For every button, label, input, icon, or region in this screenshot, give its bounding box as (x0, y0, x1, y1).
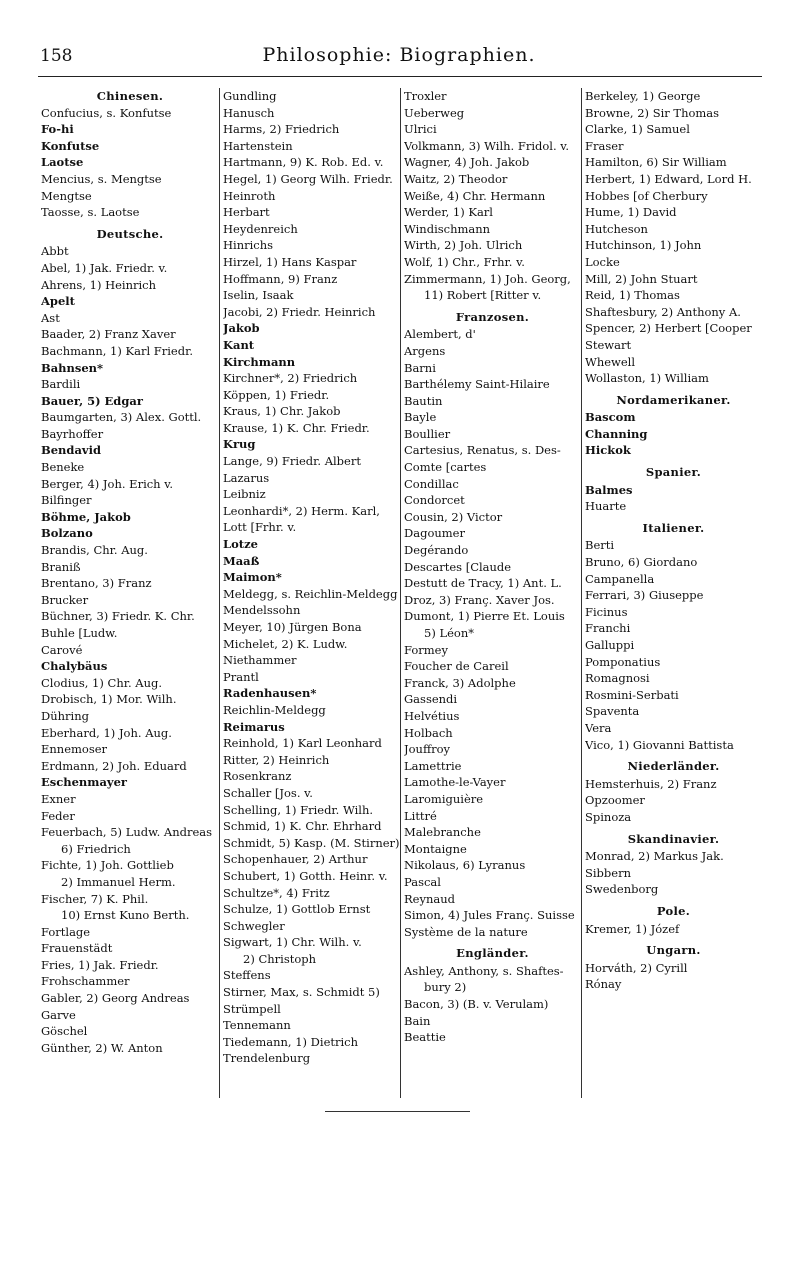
index-entry: Berkeley, 1) George (585, 89, 701, 103)
section-heading: Deutsche. (96, 226, 164, 241)
index-entry: Bardili (41, 377, 81, 392)
index-entry: Bacon, 3) (B. v. Verulam) (404, 997, 549, 1012)
index-entry: Rónay (585, 977, 622, 992)
index-entry: Ritter, 2) Heinrich (223, 752, 330, 767)
index-entry: Bendavid (41, 443, 101, 458)
index-entry: Schopenhauer, 2) Arthur (223, 852, 368, 867)
index-entry: Gassendi (404, 692, 458, 707)
index-entry: Pomponatius (585, 654, 661, 669)
section-heading: Pole. (656, 903, 691, 918)
index-entry: Troxler (404, 89, 447, 103)
column-4 (581, 88, 762, 1098)
index-entry: Beneke (41, 460, 85, 475)
index-entry: Bachmann, 1) Karl Friedr. (41, 343, 193, 358)
index-entry: Sigwart, 1) Chr. Wilh. v. (223, 935, 362, 950)
index-entry: Monrad, 2) Markus Jak. (585, 849, 724, 864)
index-entry: Beattie (404, 1030, 446, 1045)
column-1 (38, 88, 219, 1098)
index-entry: Bayle (404, 410, 437, 425)
index-entry: Confucius, s. Konfutse (41, 105, 172, 120)
index-entry: Hickok (585, 443, 631, 458)
index-entry: Werder, 1) Karl (404, 205, 493, 220)
index-entry: Prantl (223, 669, 259, 684)
index-entry: Lamothe-le-Vayer (404, 775, 506, 790)
index-entry: Helvétius (404, 708, 460, 723)
index-entry: 5) Léon* (424, 626, 474, 640)
index-entry: Bain (404, 1013, 431, 1028)
index-entry: Ahrens, 1) Heinrich (41, 277, 157, 292)
index-entry: Berger, 4) Joh. Erich v. (41, 476, 174, 491)
index-entry: Jouffroy (404, 742, 451, 757)
index-entry: Schultze*, 4) Fritz (223, 885, 330, 900)
index-entry: Lamettrie (404, 758, 462, 773)
section-heading: Niederländer. (627, 759, 720, 774)
index-entry: Chalybäus (41, 659, 108, 674)
index-entry: Herbart (223, 205, 270, 220)
index-entry: Exner (41, 791, 76, 806)
index-entry: Waitz, 2) Theodor (404, 171, 508, 186)
index-entry: Brucker (41, 592, 89, 607)
index-entry: Weiße, 4) Chr. Hermann (404, 188, 546, 203)
index-entry: 2) Immanuel Herm. (61, 874, 176, 889)
section-heading: Chinesen. (96, 89, 164, 103)
index-entry: Montaigne (404, 841, 467, 856)
index-entry: Steffens (223, 968, 271, 983)
index-entry: Volkmann, 3) Wilh. Fridol. v. (404, 138, 570, 153)
index-entry: Maaß (223, 553, 260, 568)
index-entry: Ueberweg (404, 105, 465, 120)
index-entry: Bascom (585, 410, 636, 425)
index-entry: 10) Ernst Kuno Berth. (61, 908, 190, 923)
index-entry: Alembert, d' (404, 327, 476, 342)
index-entry: Spencer, 2) Herbert [Cooper (585, 321, 752, 336)
index-entry: Locke (585, 254, 620, 269)
index-entry: Wollaston, 1) William (585, 371, 709, 386)
index-entry: Pascal (404, 874, 441, 889)
index-entry: Hegel, 1) Georg Wilh. Friedr. (223, 171, 393, 186)
index-entry: Schubert, 1) Gotth. Heinr. v. (223, 868, 388, 883)
index-entry: Köppen, 1) Friedr. (223, 387, 330, 402)
index-entry: Opzoomer (585, 793, 645, 808)
index-entry: Hoffmann, 9) Franz (223, 271, 338, 286)
index-entry: Rosenkranz (223, 769, 292, 784)
index-entry: Kirchmann (223, 354, 296, 369)
index-entry: Hobbes [of Cherbury (585, 188, 708, 203)
index-entry: Condorcet (404, 493, 465, 508)
index-entry: Harms, 2) Friedrich (223, 122, 340, 137)
index-entry: Frauenstädt (41, 941, 113, 956)
index-entry: Dumont, 1) Pierre Et. Louis (404, 609, 565, 624)
index-entry: Cousin, 2) Victor (404, 509, 503, 524)
index-entry: Sibbern (585, 865, 631, 880)
index-entry: Braniß (41, 559, 81, 574)
index-entry: Vico, 1) Giovanni Battista (585, 737, 734, 752)
index-entry: Mengtse (41, 188, 92, 203)
index-entry: Fischer, 7) K. Phil. (41, 891, 149, 906)
index-entry: Reinhold, 1) Karl Leonhard (223, 736, 382, 751)
index-entry: Apelt (41, 294, 75, 309)
index-entry: Buhle [Ludw. (41, 626, 118, 640)
index-entry: Eschenmayer (41, 775, 127, 790)
section-heading: Nordamerikaner. (616, 392, 731, 407)
index-entry: Bauer, 5) Edgar (41, 393, 143, 408)
index-entry: Ficinus (585, 604, 628, 619)
index-entry: Leonhardi*, 2) Herm. Karl, (223, 503, 380, 518)
index-entry: Romagnosi (585, 671, 650, 686)
index-entry: Herbert, 1) Edward, Lord H. (585, 171, 752, 186)
index-entry: Schwegler (223, 918, 285, 933)
page-number: 158 (40, 46, 73, 66)
index-entry: Windischmann (404, 221, 491, 236)
index-entry: Frohschammer (41, 974, 130, 989)
index-entry: Berti (585, 538, 615, 553)
index-entry: Boullier (404, 426, 451, 441)
index-entry: Lange, 9) Friedr. Albert (223, 454, 361, 469)
index-entry: Fries, 1) Jak. Friedr. (41, 957, 159, 972)
index-entry: Wagner, 4) Joh. Jakob (404, 155, 530, 170)
index-entry: Spinoza (585, 809, 632, 824)
page-title: Philosophie: Biographien. (262, 44, 536, 66)
index-entry: Balmes (585, 482, 633, 497)
index-entry: 11) Robert [Ritter v. (424, 288, 542, 303)
index-entry: Hutchinson, 1) John (585, 238, 702, 253)
index-entry: Mencius, s. Mengtse (41, 171, 162, 186)
index-entry: Brentano, 3) Franz (41, 576, 152, 591)
index-entry: Konfutse (41, 138, 100, 153)
index-entry: Ast (41, 310, 60, 325)
index-entry: Dühring (41, 708, 89, 723)
index-entry: Browne, 2) Sir Thomas (585, 105, 720, 120)
index-entry: Campanella (585, 571, 655, 586)
index-entry: Vera (585, 720, 612, 735)
index-entry: Condillac (404, 476, 459, 491)
index-entry: Brandis, Chr. Aug. (41, 543, 148, 558)
index-entry: Abbt (41, 244, 69, 259)
index-entry: Bruno, 6) Giordano (585, 555, 698, 570)
index-entry: Hanusch (223, 105, 275, 120)
index-entry: Bahnsen* (41, 360, 104, 375)
section-heading: Skandinavier. (627, 831, 720, 846)
index-entry: Bayrhoffer (41, 426, 104, 441)
index-columns (38, 88, 763, 1098)
index-entry: Heinroth (223, 188, 276, 203)
index-entry: Fo-hi (41, 122, 74, 137)
index-entry: Garve (41, 1007, 76, 1022)
column-2 (219, 88, 400, 1098)
index-entry: Erdmann, 2) Joh. Eduard (41, 758, 187, 773)
index-entry: Malebranche (404, 825, 481, 840)
index-entry: Shaftesbury, 2) Anthony A. (585, 304, 741, 319)
index-entry: bury 2) (424, 980, 467, 995)
index-entry: Holbach (404, 725, 453, 740)
index-entry: Abel, 1) Jak. Friedr. v. (41, 260, 168, 275)
index-entry: Lotze (223, 537, 258, 552)
index-entry: Lott [Frhr. v. (223, 520, 297, 535)
index-entry: Formey (404, 642, 448, 657)
index-entry: Reynaud (404, 891, 455, 906)
index-entry: Destutt de Tracy, 1) Ant. L. (404, 576, 562, 591)
index-entry: Huarte (585, 499, 627, 514)
index-entry: Ulrici (404, 122, 437, 137)
index-entry: Baader, 2) Franz Xaver (41, 327, 176, 342)
section-heading: Ungarn. (646, 943, 701, 958)
index-entry: Fraser (585, 138, 624, 153)
index-entry: Channing (585, 426, 648, 441)
index-entry: Dagoumer (404, 526, 465, 541)
index-entry: Heydenreich (223, 221, 298, 236)
index-entry: Wirth, 2) Joh. Ulrich (404, 238, 523, 253)
index-entry: Kirchner*, 2) Friedrich (223, 371, 358, 386)
index-entry: Feder (41, 808, 75, 823)
index-entry: Barthélemy Saint-Hilaire (404, 377, 550, 392)
page-header (38, 44, 760, 74)
index-entry: Whewell (585, 354, 636, 369)
index-entry: Galluppi (585, 638, 635, 652)
end-rule (325, 1111, 470, 1112)
index-entry: Radenhausen* (223, 686, 317, 701)
index-entry: Foucher de Careil (404, 659, 509, 674)
index-entry: Degérando (404, 543, 469, 558)
index-entry: Fichte, 1) Joh. Gottlieb (41, 858, 174, 873)
index-entry: Ennemoser (41, 742, 108, 757)
index-entry: Büchner, 3) Friedr. K. Chr. (41, 609, 195, 624)
index-entry: Krug (223, 437, 256, 452)
index-entry: Carové (41, 642, 83, 657)
index-entry: Franchi (585, 621, 631, 636)
index-entry: Kant (223, 337, 255, 352)
index-entry: Descartes [Claude (404, 559, 512, 574)
index-entry: Hinrichs (223, 238, 274, 253)
index-entry: Schmidt, 5) Kasp. (M. Stirner) (223, 835, 400, 850)
index-entry: Ashley, Anthony, s. Shaftes- (404, 963, 564, 978)
index-entry: Schulze, 1) Gottlob Ernst (223, 902, 371, 917)
index-entry: Clarke, 1) Samuel (585, 122, 690, 137)
index-entry: Fortlage (41, 924, 91, 939)
index-entry: Hutcheson (585, 221, 648, 236)
section-heading: Spanier. (645, 465, 702, 480)
index-entry: Kremer, 1) Józef (585, 921, 680, 936)
header-rule (38, 76, 762, 77)
index-entry: Argens (404, 343, 446, 358)
index-entry: Bolzano (41, 526, 93, 541)
index-entry: Lazarus (223, 470, 270, 485)
index-entry: Meldegg, s. Reichlin-Meldegg (223, 586, 398, 601)
column-3 (400, 88, 581, 1098)
section-heading: Engländer. (456, 946, 529, 961)
index-entry: Clodius, 1) Chr. Aug. (41, 675, 162, 690)
index-entry: Kraus, 1) Chr. Jakob (223, 404, 341, 419)
index-entry: Hemsterhuis, 2) Franz (585, 776, 717, 791)
index-entry: Böhme, Jakob (41, 509, 131, 524)
index-entry: Mill, 2) John Stuart (585, 271, 698, 286)
index-entry: Horváth, 2) Cyrill (585, 960, 688, 975)
index-entry: Jacobi, 2) Friedr. Heinrich (223, 304, 376, 319)
index-entry: Michelet, 2) K. Ludw. (223, 636, 348, 651)
index-entry: Franck, 3) Adolphe (404, 675, 516, 690)
index-entry: Hamilton, 6) Sir William (585, 155, 727, 170)
index-entry: Simon, 4) Jules Franç. Suisse (404, 908, 575, 923)
index-entry: Rosmini-Serbati (585, 687, 679, 702)
index-entry: Drobisch, 1) Mor. Wilh. (41, 692, 177, 707)
index-entry: Laromiguière (404, 791, 484, 806)
index-entry: Gabler, 2) Georg Andreas (41, 991, 190, 1006)
index-entry: Stewart (585, 337, 632, 352)
index-entry: Leibniz (223, 487, 266, 502)
section-heading: Franzosen. (455, 309, 530, 324)
index-entry: Hartmann, 9) K. Rob. Ed. v. (223, 155, 384, 170)
index-entry: Schmid, 1) K. Chr. Ehrhard (223, 819, 382, 834)
index-entry: Eberhard, 1) Joh. Aug. (41, 725, 172, 740)
index-entry: Iselin, Isaak (223, 288, 294, 303)
index-entry: Bilfinger (41, 493, 92, 508)
index-entry: Wolf, 1) Chr., Frhr. v. (404, 254, 525, 269)
index-entry: Göschel (41, 1024, 88, 1039)
index-entry: Nikolaus, 6) Lyranus (404, 858, 526, 873)
index-entry: Hume, 1) David (585, 205, 677, 220)
index-entry: Strümpell (223, 1001, 281, 1016)
index-entry: Droz, 3) Franç. Xaver Jos. (404, 592, 555, 607)
index-entry: Reimarus (223, 719, 285, 734)
index-entry: Spaventa (585, 704, 640, 719)
index-entry: Cartesius, Renatus, s. Des- (404, 443, 561, 458)
index-entry: Hirzel, 1) Hans Kaspar (223, 254, 357, 269)
index-entry: Meyer, 10) Jürgen Bona (223, 620, 362, 634)
index-entry: Feuerbach, 5) Ludw. Andreas (41, 825, 213, 840)
index-entry: Ferrari, 3) Giuseppe (585, 588, 704, 603)
index-entry: Laotse (41, 155, 84, 170)
index-entry: Reid, 1) Thomas (585, 288, 680, 303)
index-entry: Gundling (223, 89, 277, 103)
index-entry: Stirner, Max, s. Schmidt 5) (223, 985, 380, 1000)
index-entry: Système de la nature (404, 924, 528, 939)
index-entry: 6) Friedrich (61, 841, 131, 856)
index-entry: Baumgarten, 3) Alex. Gottl. (41, 410, 202, 425)
index-entry: Taosse, s. Laotse (41, 205, 140, 220)
index-entry: Tiedemann, 1) Dietrich (223, 1034, 359, 1049)
index-entry: Niethammer (223, 653, 297, 668)
index-entry: Littré (404, 808, 437, 823)
index-entry: 2) Christoph (243, 951, 317, 966)
index-entry: Zimmermann, 1) Joh. Georg, (404, 271, 571, 286)
section-heading: Italiener. (642, 520, 705, 535)
index-entry: Barni (404, 360, 436, 375)
index-entry: Schaller [Jos. v. (223, 785, 313, 800)
index-entry: Comte [cartes (404, 460, 487, 475)
index-entry: Jakob (223, 321, 260, 336)
index-entry: Krause, 1) K. Chr. Friedr. (223, 420, 370, 435)
index-entry: Tennemann (223, 1018, 291, 1033)
index-entry: Mendelssohn (223, 603, 301, 618)
index-entry: Trendelenburg (223, 1051, 311, 1066)
index-entry: Reichlin-Meldegg (223, 702, 326, 717)
index-entry: Swedenborg (585, 882, 659, 897)
index-entry: Maimon* (223, 570, 282, 585)
index-entry: Schelling, 1) Friedr. Wilh. (223, 802, 374, 817)
index-entry: Bautin (404, 393, 443, 408)
index-entry: Hartenstein (223, 138, 293, 153)
index-entry: Günther, 2) W. Anton (41, 1040, 163, 1055)
